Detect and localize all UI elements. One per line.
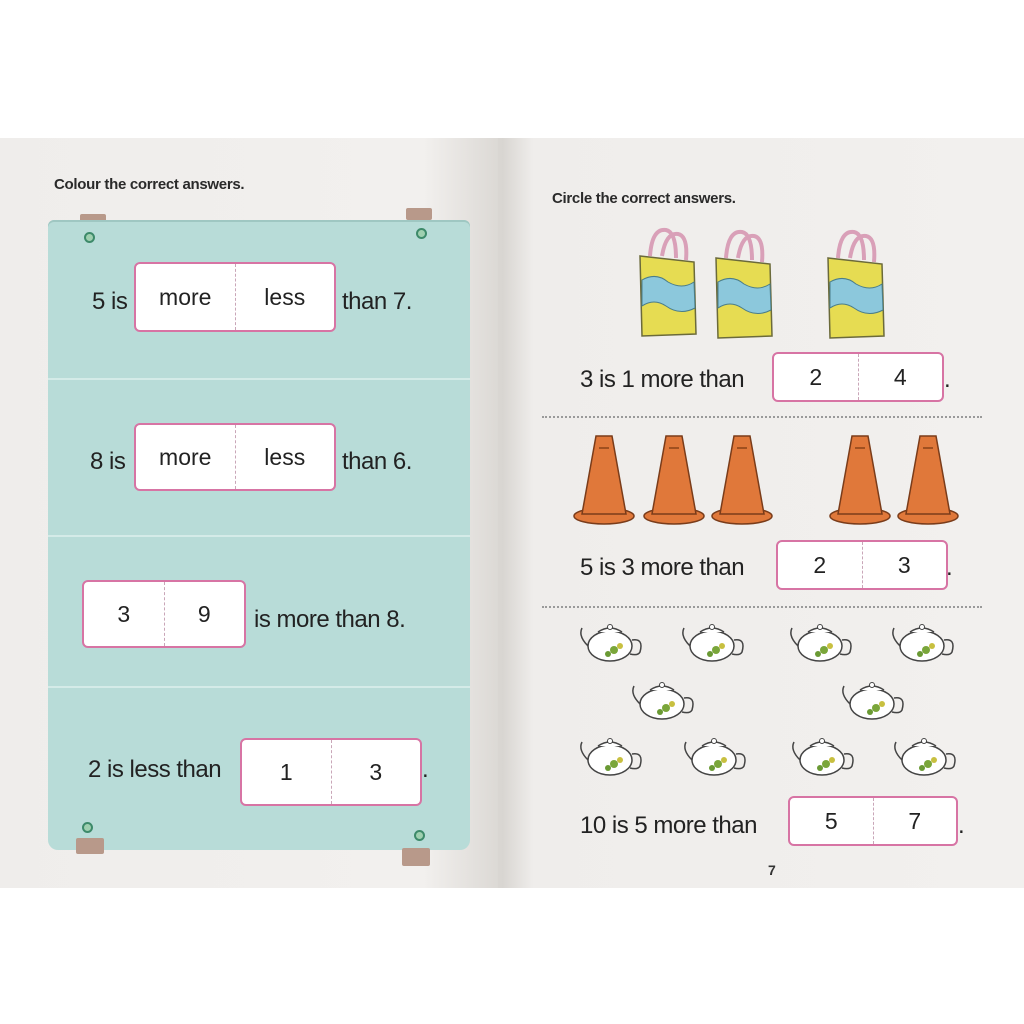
answer-option[interactable]: 2 <box>813 551 827 578</box>
answer-option[interactable]: 1 <box>279 758 293 785</box>
answer-option[interactable]: 9 <box>164 582 245 646</box>
question-1-answer-box <box>134 262 336 332</box>
question-3-answer-box <box>82 580 246 648</box>
right-question-3-suffix: . <box>958 812 965 839</box>
page-number: 7 <box>768 862 776 878</box>
answer-option[interactable]: less <box>235 264 335 330</box>
right-question-3-prefix: 10 is 5 more than <box>580 812 757 839</box>
answer-option[interactable]: 5 <box>824 807 838 834</box>
open-workbook <box>0 138 1024 888</box>
question-4-prefix: 2 is less than <box>88 756 222 783</box>
answer-option[interactable]: more <box>159 443 212 470</box>
answer-option[interactable]: 3 <box>331 740 421 804</box>
shopping-bag-icon <box>636 226 896 338</box>
answer-option[interactable]: 2 <box>809 363 823 390</box>
question-4-answer-box <box>240 738 422 806</box>
question-2-prefix: 8 is <box>90 448 126 475</box>
right-page <box>502 138 1024 888</box>
pin-icon <box>84 232 95 243</box>
teapot-icon <box>578 616 958 786</box>
question-4-suffix: . <box>422 756 429 783</box>
divider <box>542 416 982 418</box>
question-board <box>48 220 470 850</box>
right-question-2-answer-box <box>776 540 948 590</box>
answer-option[interactable]: more <box>159 283 212 310</box>
right-question-2-prefix: 5 is 3 more than <box>580 554 745 581</box>
traffic-cone-icon <box>572 428 964 528</box>
left-instruction: Colour the correct answers. <box>54 176 245 193</box>
board-clip <box>402 848 430 866</box>
right-question-2-suffix: . <box>946 554 953 581</box>
question-3-suffix: is more than 8. <box>254 606 406 633</box>
right-instruction: Circle the correct answers. <box>552 190 736 207</box>
divider <box>48 535 470 537</box>
answer-option[interactable]: less <box>235 425 335 489</box>
question-2-suffix: than 6. <box>342 448 412 475</box>
answer-option[interactable]: 3 <box>117 600 131 627</box>
divider <box>542 606 982 608</box>
answer-option[interactable]: 4 <box>858 354 943 400</box>
right-question-3-answer-box <box>788 796 958 846</box>
right-question-1-prefix: 3 is 1 more than <box>580 366 745 393</box>
question-1-suffix: than 7. <box>342 288 412 315</box>
board-clip <box>406 208 432 220</box>
pin-icon <box>82 822 93 833</box>
pin-icon <box>416 228 427 239</box>
divider <box>48 686 470 688</box>
divider <box>48 378 470 380</box>
right-question-1-answer-box <box>772 352 944 402</box>
board-clip <box>76 838 104 854</box>
answer-option[interactable]: 3 <box>862 542 947 588</box>
question-1-prefix: 5 is <box>92 288 128 315</box>
left-page <box>0 138 498 888</box>
pin-icon <box>414 830 425 841</box>
answer-option[interactable]: 7 <box>873 798 957 844</box>
question-2-answer-box <box>134 423 336 491</box>
right-question-1-suffix: . <box>944 366 951 393</box>
